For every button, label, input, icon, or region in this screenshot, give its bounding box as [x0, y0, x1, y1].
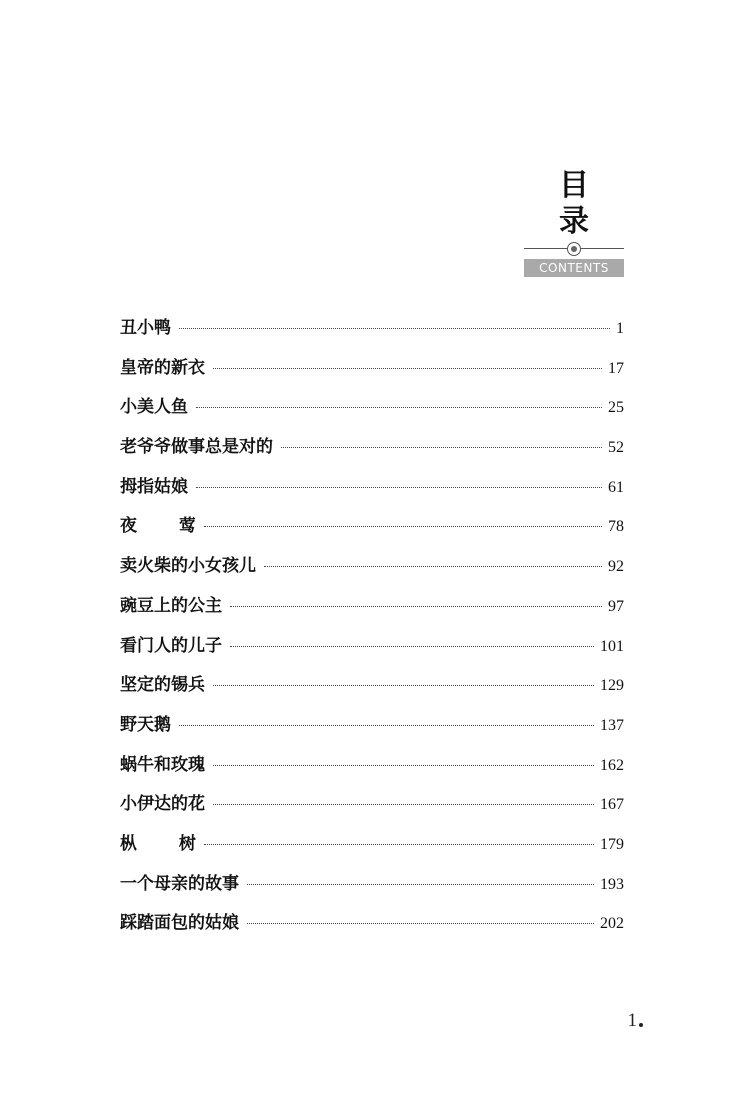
- toc-dot-leader: [230, 606, 602, 607]
- toc-entry[interactable]: [120, 908, 624, 948]
- toc-dot-leader: [179, 725, 594, 726]
- toc-entry[interactable]: [120, 353, 624, 393]
- toc-entry-title: 踩踏面包的姑娘: [120, 913, 239, 934]
- toc-entry-title: 坚定的锡兵: [120, 675, 205, 696]
- toc-entry-page: 1: [616, 320, 624, 337]
- page-title: 目 录: [559, 168, 605, 239]
- toc-dot-leader: [213, 804, 594, 805]
- page-number-dot: [639, 1023, 643, 1027]
- toc-dot-leader: [213, 685, 594, 686]
- toc-entry-title: 小美人鱼: [120, 397, 188, 418]
- toc-entry-title: 野天鹅: [120, 714, 171, 735]
- toc-entry[interactable]: [120, 670, 624, 710]
- toc-entry[interactable]: [120, 313, 624, 353]
- toc-dot-leader: [247, 884, 594, 885]
- title-ornament: [524, 242, 624, 256]
- toc-entry[interactable]: [120, 631, 624, 671]
- toc-entry-title: 卖火柴的小女孩儿: [120, 556, 256, 577]
- toc-entry-page: 137: [600, 716, 624, 734]
- toc-entry-page: 162: [600, 756, 624, 774]
- toc-entry-title: 枞 树: [120, 833, 214, 854]
- toc-entry-title: 夜 莺: [120, 516, 214, 537]
- page-number: 1: [627, 1010, 637, 1031]
- toc-dot-leader: [204, 526, 602, 527]
- toc-entry[interactable]: [120, 472, 624, 512]
- toc-entry[interactable]: [120, 551, 624, 591]
- toc-entry-title: 蜗牛和玫瑰: [120, 754, 205, 775]
- toc-entry-page: 61: [608, 478, 624, 496]
- toc-entry[interactable]: [120, 829, 624, 869]
- toc-dot-leader: [281, 447, 602, 448]
- toc-entry-title: 豌豆上的公主: [120, 595, 222, 616]
- toc-entry[interactable]: [120, 710, 624, 750]
- toc-entry-page: 202: [600, 915, 624, 933]
- toc-entry-title: 丑小鸭: [120, 318, 171, 338]
- toc-entry-title: 皇帝的新衣: [120, 357, 205, 378]
- toc-dot-leader: [204, 844, 594, 845]
- toc-entry-page: 25: [608, 399, 624, 417]
- contents-subtitle: CONTENTS: [524, 259, 624, 277]
- toc-dot-leader: [247, 923, 594, 924]
- toc-dot-leader: [196, 487, 602, 488]
- toc-entry[interactable]: [120, 869, 624, 909]
- toc-entry-page: 92: [608, 558, 624, 576]
- toc-entry-title: 老爷爷做事总是对的: [120, 437, 273, 458]
- toc-entry-page: 78: [608, 518, 624, 536]
- toc-dot-leader: [264, 566, 602, 567]
- toc-dot-leader: [179, 328, 610, 329]
- toc-entry-page: 193: [600, 875, 624, 893]
- table-of-contents: [120, 313, 624, 948]
- toc-entry[interactable]: [120, 750, 624, 790]
- toc-entry[interactable]: [120, 511, 624, 551]
- toc-dot-leader: [230, 646, 594, 647]
- toc-entry-page: 101: [600, 637, 624, 655]
- toc-entry-title: 小伊达的花: [120, 794, 205, 815]
- toc-header: [524, 168, 624, 277]
- toc-entry-title: 看门人的儿子: [120, 635, 222, 656]
- toc-entry-title: 一个母亲的故事: [120, 873, 239, 894]
- toc-entry[interactable]: [120, 432, 624, 472]
- toc-entry-page: 52: [608, 439, 624, 457]
- toc-entry-page: 129: [600, 677, 624, 695]
- toc-entry[interactable]: [120, 591, 624, 631]
- toc-entry[interactable]: [120, 789, 624, 829]
- toc-entry-page: 179: [600, 835, 624, 853]
- toc-entry-page: 17: [608, 359, 624, 377]
- toc-dot-leader: [213, 765, 594, 766]
- toc-entry-page: 167: [600, 796, 624, 814]
- toc-entry-page: 97: [608, 597, 624, 615]
- toc-entry-title: 拇指姑娘: [120, 476, 188, 497]
- toc-entry[interactable]: [120, 392, 624, 432]
- circle-ornament-icon: [567, 242, 581, 256]
- toc-dot-leader: [213, 368, 602, 369]
- toc-dot-leader: [196, 407, 602, 408]
